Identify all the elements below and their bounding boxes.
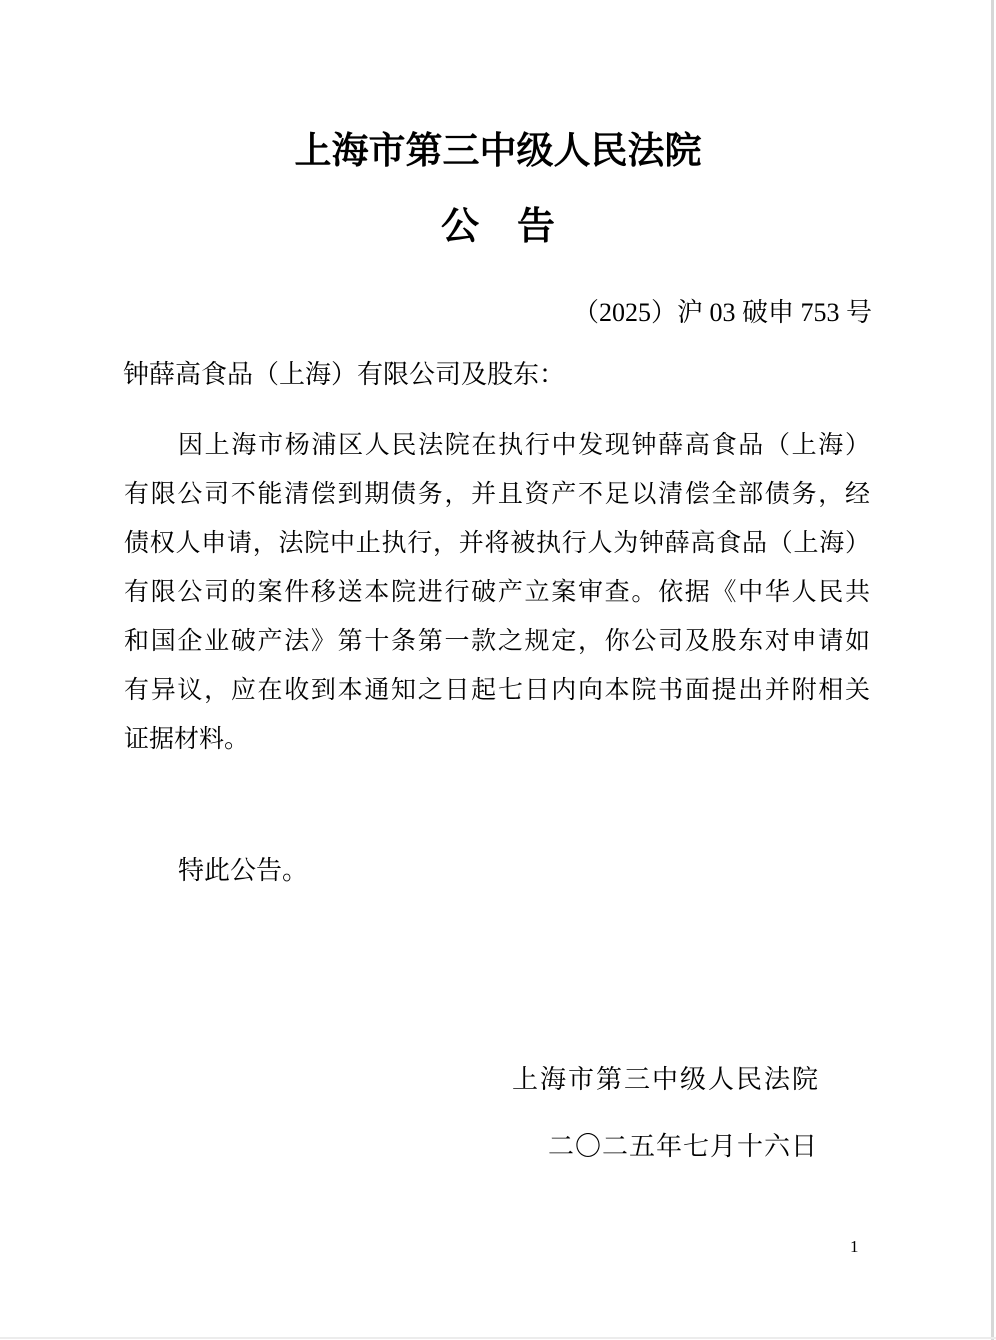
addressee-line: 钟薛高食品（上海）有限公司及股东：	[123, 360, 566, 389]
body-line: 债权人申请，法院中止执行，并将被执行人为钟薛高食品（上海）	[124, 530, 870, 557]
body-line: 有限公司不能清偿到期债务，并且资产不足以清偿全部债务，经	[124, 481, 870, 508]
page-number: 1	[850, 1237, 859, 1256]
doc-type-heading: 公 告	[440, 206, 555, 248]
page-edge-bottom	[0, 1337, 996, 1339]
body-paragraph	[124, 421, 870, 764]
body-line: 和国企业破产法》第十条第一款之规定，你公司及股东对申请如	[124, 628, 870, 655]
closing-line: 特此公告。	[178, 856, 309, 885]
body-line: 证据材料。	[124, 726, 250, 753]
signature-court-name: 上海市第三中级人民法院	[511, 1065, 820, 1094]
case-number: （2025）沪 03 破申 753 号	[572, 298, 872, 327]
page-edge-right	[991, 0, 994, 1340]
court-title-heading: 上海市第三中级人民法院	[294, 131, 702, 172]
signature-date: 二〇二五年七月十六日	[547, 1132, 818, 1161]
body-line: 有限公司的案件移送本院进行破产立案审查。依据《中华人民共	[124, 579, 870, 606]
body-line: 因上海市杨浦区人民法院在执行中发现钟薛高食品（上海）	[178, 432, 870, 459]
body-line: 有异议，应在收到本通知之日起七日内向本院书面提出并附相关	[124, 677, 870, 704]
